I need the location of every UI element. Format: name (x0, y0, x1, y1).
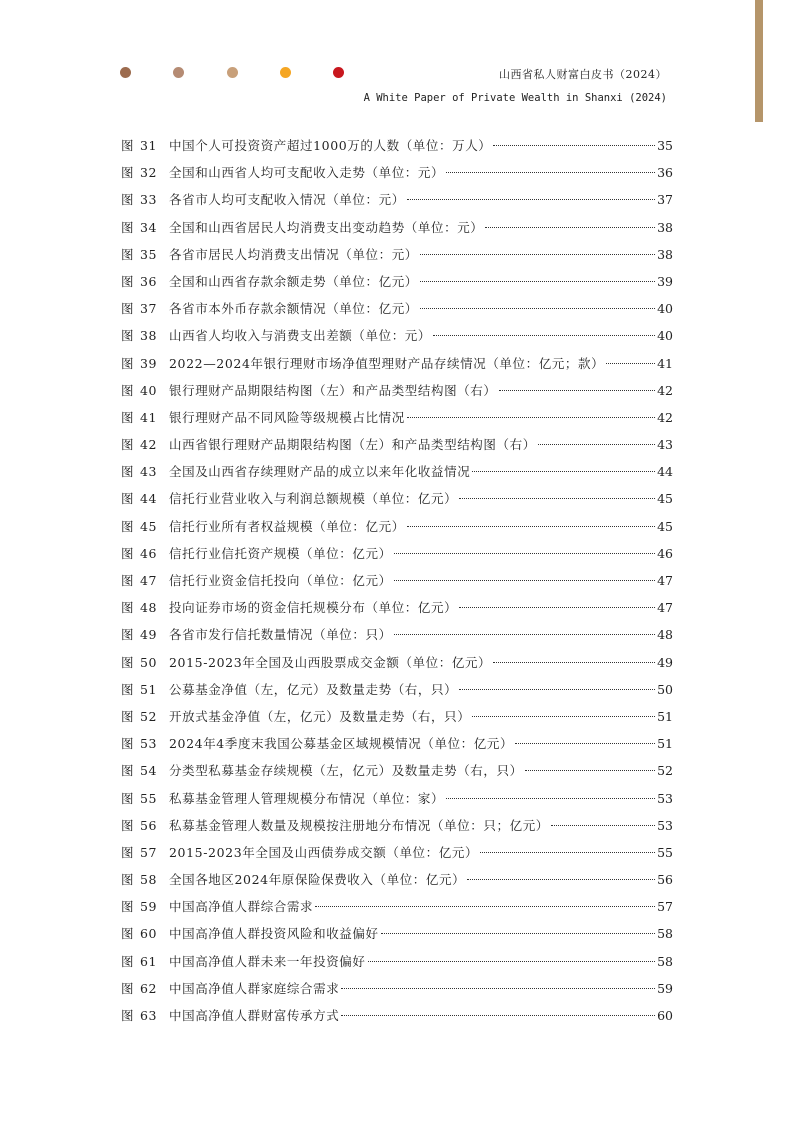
dot-leader (407, 525, 655, 527)
dot-leader (394, 552, 655, 554)
dot-leader (551, 824, 655, 826)
dot-leader (446, 171, 655, 173)
dot-leader (315, 905, 655, 907)
figure-list-item[interactable] (121, 1006, 673, 1033)
dot-leader (420, 280, 655, 282)
dot-leader (459, 497, 655, 499)
page-number: 44 (657, 464, 673, 480)
page-number: 41 (657, 355, 673, 371)
figure-prefix: 图 (121, 844, 135, 860)
figure-title: 山西省银行理财产品期限结构图（左）和产品类型结构图（右） (169, 437, 536, 453)
figure-list-item[interactable] (121, 354, 673, 381)
figure-number: 32 (140, 165, 157, 181)
page-number: 46 (657, 545, 673, 561)
figure-label (121, 435, 169, 455)
page-number: 43 (657, 437, 673, 453)
figure-list-item[interactable] (121, 299, 673, 326)
figure-prefix: 图 (121, 736, 135, 752)
page-number: 51 (657, 708, 673, 724)
figure-prefix: 图 (121, 192, 135, 208)
figure-list-item[interactable] (121, 870, 673, 897)
page-number: 40 (657, 328, 673, 344)
figure-list-item[interactable] (121, 245, 673, 272)
figure-list-item[interactable] (121, 163, 673, 190)
figure-prefix: 图 (121, 219, 135, 235)
figure-prefix: 图 (121, 872, 135, 888)
figure-label (121, 761, 169, 781)
figure-title: 私募基金管理人数量及规模按注册地分布情况（单位：只；亿元） (169, 817, 549, 833)
figure-list-item[interactable] (121, 408, 673, 435)
figure-title: 各省市本外币存款余额情况（单位：亿元） (169, 301, 418, 317)
figure-number: 51 (140, 681, 157, 697)
figure-prefix: 图 (121, 1008, 135, 1023)
dot-leader (485, 226, 655, 228)
figure-list-item[interactable] (121, 924, 673, 951)
figure-label (121, 924, 169, 944)
figure-list-item[interactable] (121, 489, 673, 516)
figure-number: 62 (140, 980, 157, 996)
figure-list-item[interactable] (121, 734, 673, 761)
figure-prefix: 图 (121, 328, 135, 344)
figure-list-item[interactable] (121, 897, 673, 924)
figure-list-item[interactable] (121, 218, 673, 245)
figure-prefix: 图 (121, 409, 135, 425)
figure-title: 中国高净值人群家庭综合需求 (169, 980, 340, 996)
figure-number: 45 (140, 518, 157, 534)
figure-label (121, 598, 169, 618)
figure-number: 47 (140, 573, 157, 588)
figure-list-item[interactable] (121, 598, 673, 625)
figure-title: 信托行业营业收入与利润总额规模（单位：亿元） (169, 491, 458, 507)
figure-label (121, 408, 169, 428)
decorative-dot (227, 67, 238, 78)
figure-label (121, 816, 169, 836)
figure-prefix: 图 (121, 654, 135, 670)
figure-list (121, 136, 673, 1033)
figure-prefix: 图 (121, 763, 135, 779)
figure-title: 中国个人可投资资产超过1000万的人数（单位：万人） (169, 138, 492, 153)
figure-prefix: 图 (121, 708, 135, 724)
figure-number: 50 (140, 654, 157, 670)
page-number: 40 (657, 301, 673, 317)
figure-label (121, 326, 169, 346)
figure-title: 信托行业所有者权益规模（单位：亿元） (169, 518, 405, 534)
figure-prefix: 图 (121, 301, 135, 317)
dot-leader (472, 715, 655, 717)
dot-leader (341, 987, 655, 989)
page-number: 60 (657, 1008, 673, 1023)
figure-prefix: 图 (121, 817, 135, 833)
figure-title: 投向证券市场的资金信托规模分布（单位：亿元） (169, 600, 458, 616)
figure-list-item[interactable] (121, 462, 673, 489)
page-number: 57 (657, 899, 673, 915)
figure-list-item[interactable] (121, 653, 673, 680)
figure-prefix: 图 (121, 573, 135, 588)
dot-leader (459, 688, 655, 690)
figure-list-item[interactable] (121, 326, 673, 353)
dot-leader (420, 307, 655, 309)
page-number: 35 (657, 138, 673, 153)
page-number: 48 (657, 627, 673, 643)
page-number: 45 (657, 518, 673, 534)
figure-list-item[interactable] (121, 571, 673, 598)
page-number: 53 (657, 817, 673, 833)
decorative-dot (333, 67, 344, 78)
figure-title: 中国高净值人群综合需求 (169, 899, 314, 915)
figure-prefix: 图 (121, 491, 135, 507)
figure-number: 48 (140, 600, 157, 616)
figure-label (121, 272, 169, 292)
figure-label (121, 952, 169, 972)
figure-title: 中国高净值人群投资风险和收益偏好 (169, 926, 379, 942)
figure-label (121, 843, 169, 863)
dot-leader (606, 362, 655, 364)
figure-label (121, 245, 169, 265)
figure-prefix: 图 (121, 437, 135, 453)
page-number: 36 (657, 165, 673, 181)
figure-number: 58 (140, 872, 157, 888)
figure-label (121, 653, 169, 673)
figure-list-item[interactable] (121, 136, 673, 163)
dot-leader (420, 253, 655, 255)
figure-title: 2015-2023年全国及山西股票成交金额（单位：亿元） (169, 654, 492, 670)
figure-list-item[interactable] (121, 952, 673, 979)
page-number: 42 (657, 382, 673, 398)
figure-title: 银行理财产品不同风险等级规模占比情况 (169, 409, 405, 425)
dot-leader (407, 416, 655, 418)
figure-number: 38 (140, 328, 157, 344)
dot-leader (407, 198, 655, 200)
page-number: 53 (657, 790, 673, 806)
figure-number: 59 (140, 899, 157, 915)
figure-number: 31 (140, 138, 157, 153)
figure-prefix: 图 (121, 273, 135, 289)
figure-prefix: 图 (121, 165, 135, 181)
figure-label (121, 136, 169, 156)
figure-number: 63 (140, 1008, 157, 1023)
figure-title: 全国和山西省居民人均消费支出变动趋势（单位：元） (169, 219, 484, 235)
figure-number: 55 (140, 790, 157, 806)
figure-prefix: 图 (121, 246, 135, 262)
figure-number: 53 (140, 736, 157, 752)
figure-prefix: 图 (121, 382, 135, 398)
dot-leader (433, 334, 655, 336)
figure-list-item[interactable] (121, 544, 673, 571)
figure-title: 中国高净值人群财富传承方式 (169, 1008, 340, 1023)
page-number: 42 (657, 409, 673, 425)
figure-title: 银行理财产品期限结构图（左）和产品类型结构图（右） (169, 382, 497, 398)
figure-prefix: 图 (121, 545, 135, 561)
side-color-bar (755, 0, 763, 122)
page-number: 37 (657, 192, 673, 208)
figure-number: 35 (140, 246, 157, 262)
figure-title: 2015-2023年全国及山西债券成交额（单位：亿元） (169, 844, 479, 860)
figure-label (121, 571, 169, 591)
page-number: 38 (657, 246, 673, 262)
figure-title: 2022—2024年银行理财市场净值型理财产品存续情况（单位：亿元；款） (169, 355, 605, 371)
figure-number: 42 (140, 437, 157, 453)
figure-label (121, 897, 169, 917)
figure-title: 各省市居民人均消费支出情况（单位：元） (169, 246, 418, 262)
figure-label (121, 625, 169, 645)
page-number: 55 (657, 844, 673, 860)
dot-leader (394, 633, 655, 635)
page-number: 58 (657, 926, 673, 942)
figure-number: 60 (140, 926, 157, 942)
figure-list-item[interactable] (121, 435, 673, 462)
figure-list-item[interactable] (121, 190, 673, 217)
figure-title: 全国和山西省存款余额走势（单位：亿元） (169, 273, 418, 289)
figure-prefix: 图 (121, 518, 135, 534)
figure-number: 46 (140, 545, 157, 561)
figure-title: 信托行业信托资产规模（单位：亿元） (169, 545, 392, 561)
dot-leader (467, 878, 655, 880)
figure-list-item[interactable] (121, 517, 673, 544)
figure-prefix: 图 (121, 980, 135, 996)
dot-leader (341, 1014, 655, 1016)
page-number: 52 (657, 763, 673, 779)
figure-number: 54 (140, 763, 157, 779)
figure-list-item[interactable] (121, 272, 673, 299)
header-title-en: A White Paper of Private Wealth in Shanxi (2024) (363, 92, 667, 104)
figure-label (121, 979, 169, 999)
dot-leader (515, 742, 655, 744)
figure-label (121, 789, 169, 809)
dot-leader (459, 606, 655, 608)
figure-number: 37 (140, 301, 157, 317)
figure-list-item[interactable] (121, 381, 673, 408)
dot-leader (525, 769, 655, 771)
figure-number: 33 (140, 192, 157, 208)
figure-number: 43 (140, 464, 157, 480)
figure-title: 2024年4季度末我国公募基金区域规模情况（单位：亿元） (169, 736, 514, 752)
figure-label (121, 517, 169, 537)
figure-number: 40 (140, 382, 157, 398)
page-number: 49 (657, 654, 673, 670)
figure-number: 57 (140, 844, 157, 860)
figure-title: 各省市人均可支配收入情况（单位：元） (169, 192, 405, 208)
figure-title: 公募基金净值（左，亿元）及数量走势（右，只） (169, 681, 458, 697)
dot-leader (381, 932, 655, 934)
figure-title: 分类型私募基金存续规模（左，亿元）及数量走势（右，只） (169, 763, 523, 779)
dot-leader (446, 797, 655, 799)
page-number: 58 (657, 953, 673, 969)
figure-label (121, 489, 169, 509)
figure-label (121, 163, 169, 183)
dot-leader (493, 144, 655, 146)
figure-label (121, 218, 169, 238)
figure-list-item[interactable] (121, 625, 673, 652)
page-number: 47 (657, 600, 673, 616)
figure-number: 49 (140, 627, 157, 643)
figure-title: 全国各地区2024年原保险保费收入（单位：亿元） (169, 872, 466, 888)
figure-prefix: 图 (121, 138, 135, 153)
figure-label (121, 354, 169, 374)
page-number: 38 (657, 219, 673, 235)
page-number: 39 (657, 273, 673, 289)
figure-number: 34 (140, 219, 157, 235)
figure-label (121, 870, 169, 890)
figure-label (121, 1006, 169, 1026)
figure-list-item[interactable] (121, 816, 673, 843)
figure-title: 开放式基金净值（左，亿元）及数量走势（右，只） (169, 708, 471, 724)
figure-prefix: 图 (121, 355, 135, 371)
figure-prefix: 图 (121, 926, 135, 942)
figure-label (121, 462, 169, 482)
page-number: 59 (657, 980, 673, 996)
figure-title: 中国高净值人群未来一年投资偏好 (169, 953, 366, 969)
figure-list-item[interactable] (121, 843, 673, 870)
page-number: 51 (657, 736, 673, 752)
figure-list-item[interactable] (121, 680, 673, 707)
dot-leader (538, 443, 655, 445)
figure-title: 各省市发行信托数量情况（单位：只） (169, 627, 392, 643)
figure-number: 52 (140, 708, 157, 724)
figure-title: 私募基金管理人管理规模分布情况（单位：家） (169, 790, 445, 806)
dot-leader (368, 960, 656, 962)
dot-leader (394, 579, 655, 581)
decorative-dot (173, 67, 184, 78)
figure-list-item[interactable] (121, 789, 673, 816)
figure-label (121, 190, 169, 210)
figure-label (121, 734, 169, 754)
dot-leader (480, 851, 655, 853)
figure-label (121, 707, 169, 727)
figure-label (121, 381, 169, 401)
figure-list-item[interactable] (121, 707, 673, 734)
figure-number: 61 (140, 953, 157, 969)
figure-prefix: 图 (121, 681, 135, 697)
decorative-dot (120, 67, 131, 78)
page-number: 50 (657, 681, 673, 697)
figure-label (121, 544, 169, 564)
dot-leader (472, 470, 655, 472)
figure-title: 信托行业资金信托投向（单位：亿元） (169, 573, 392, 588)
figure-number: 41 (140, 409, 157, 425)
figure-list-item[interactable] (121, 761, 673, 788)
dot-leader (499, 389, 656, 391)
figure-number: 56 (140, 817, 157, 833)
header-title-cn: 山西省私人财富白皮书（2024） (499, 68, 667, 81)
figure-prefix: 图 (121, 790, 135, 806)
page-number: 47 (657, 573, 673, 588)
figure-label (121, 299, 169, 319)
decorative-dot (280, 67, 291, 78)
figure-prefix: 图 (121, 464, 135, 480)
figure-label (121, 680, 169, 700)
dot-leader (493, 661, 655, 663)
figure-title: 全国和山西省人均可支配收入走势（单位：元） (169, 165, 445, 181)
figure-prefix: 图 (121, 627, 135, 643)
figure-list-item[interactable] (121, 979, 673, 1006)
figure-title: 全国及山西省存续理财产品的成立以来年化收益情况 (169, 464, 471, 480)
figure-number: 39 (140, 355, 157, 371)
figure-prefix: 图 (121, 600, 135, 616)
figure-title: 山西省人均收入与消费支出差额（单位：元） (169, 328, 432, 344)
figure-number: 44 (140, 491, 157, 507)
figure-number: 36 (140, 273, 157, 289)
page-number: 56 (657, 872, 673, 888)
page-number: 45 (657, 491, 673, 507)
figure-prefix: 图 (121, 899, 135, 915)
figure-prefix: 图 (121, 953, 135, 969)
